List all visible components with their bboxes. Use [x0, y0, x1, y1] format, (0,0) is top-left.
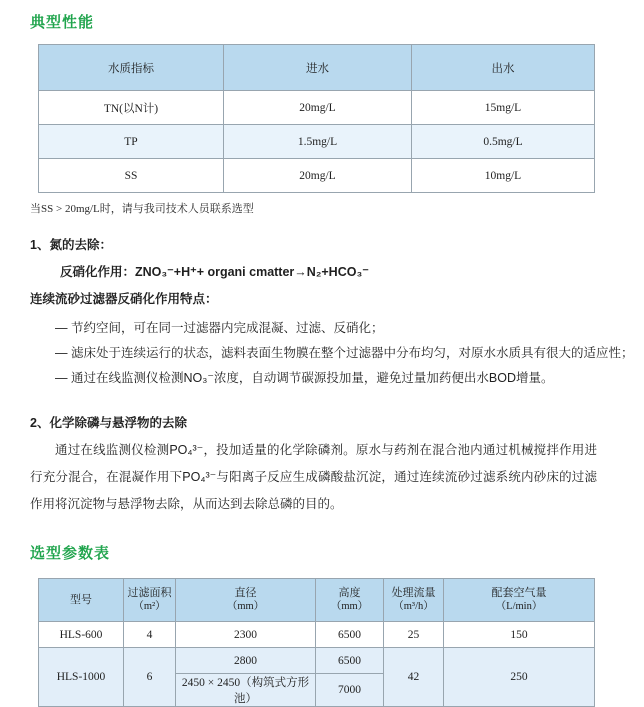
feature-bullet: — 滤床处于连续运行的状态，滤料表面生物膜在整个过滤器中分布均匀，对原水水质具有很大的适应性；: [55, 346, 634, 360]
table-row-hls1000-variant1: [39, 648, 595, 674]
table2-header-diameter: [176, 579, 316, 622]
selection-note: 当SS > 20mg/L时，请与我司技术人员联系选型: [30, 203, 254, 215]
section-title-selection-parameters: 选型参数表: [30, 545, 111, 562]
table-row: [39, 125, 595, 159]
table-cell: 6: [124, 648, 176, 707]
header-label: 直径: [234, 587, 257, 599]
table-cell: HLS-600: [39, 622, 124, 648]
header-label: 过滤面积: [127, 587, 172, 599]
selection-parameter-table: [38, 578, 595, 707]
table-cell: 25: [384, 622, 444, 648]
table-cell: 4: [124, 622, 176, 648]
section-title-typical-performance: 典型性能: [30, 14, 95, 31]
table-cell: 2300: [176, 622, 316, 648]
header-unit: （mm）: [330, 601, 369, 612]
typical-performance-table: [38, 44, 595, 193]
feature-bullet: — 节约空间，可在同一过滤器内完成混凝、过滤、反硝化；: [55, 321, 384, 335]
denitrification-formula: 反硝化作用：ZNO₃⁻+H⁺+ organi cmatter→N₂+HCO₃⁻: [60, 265, 369, 279]
feature-bullet: — 通过在线监测仪检测NO₃⁻浓度，自动调节碳源投加量，避免过量加药便出水BOD增量。: [55, 371, 554, 385]
table-cell: 6500: [316, 622, 384, 648]
table2-header-flow: [384, 579, 444, 622]
header-unit: （m²）: [133, 601, 166, 612]
item2-title: 2、化学除磷与悬浮物的去除: [30, 416, 187, 430]
table1-header-influent: 进水: [224, 45, 412, 91]
table-cell: 6500: [316, 648, 384, 674]
header-unit: （m³/h）: [393, 601, 434, 612]
header-label: 型号: [70, 594, 92, 606]
table2-header-air: [444, 579, 595, 622]
table-row: [39, 159, 595, 193]
table-cell: SS: [39, 159, 224, 193]
table1-header-row: [39, 45, 595, 91]
table2-header-row: [39, 579, 595, 622]
header-unit: （mm）: [226, 601, 265, 612]
table2-header-filter-area: [124, 579, 176, 622]
table-row-hls600: [39, 622, 595, 648]
table-cell: 20mg/L: [224, 91, 412, 125]
feature-bullet-list: [30, 320, 634, 386]
header-label: 配套空气量: [491, 587, 547, 599]
item1-title: 1、氮的去除：: [30, 238, 112, 252]
header-label: 高度: [338, 587, 361, 599]
item2-paragraph: 通过在线监测仪检测PO₄³⁻，投加适量的化学除磷剂。原水与药剂在混合池内通过机械搅拌作用进行充分混合，在混凝作用下PO₄³⁻与阳离子反应生成磷酸盐沉淀，通过连续流砂过滤系统内砂床的过滤作用将沉淀物与悬浮物去除，从而达到去除总磷的目的。: [30, 443, 597, 511]
table-cell: 250: [444, 648, 595, 707]
header-label: 处理流量: [391, 587, 436, 599]
table1-header-effluent: 出水: [412, 45, 595, 91]
table2-header-model: [39, 579, 124, 622]
table-row: [39, 91, 595, 125]
table-cell: 2450 × 2450（构筑式方形池）: [176, 674, 316, 707]
table-cell: 0.5mg/L: [412, 125, 595, 159]
table-cell: 10mg/L: [412, 159, 595, 193]
table-cell: TP: [39, 125, 224, 159]
feature-title: 连续流砂过滤器反硝化作用特点：: [30, 292, 218, 306]
table-cell: 2800: [176, 648, 316, 674]
table-cell: TN(以N计): [39, 91, 224, 125]
table-cell: 7000: [316, 674, 384, 707]
table1-header-indicator: 水质指标: [39, 45, 224, 91]
table-cell: HLS-1000: [39, 648, 124, 707]
table-cell: 15mg/L: [412, 91, 595, 125]
table-cell: 150: [444, 622, 595, 648]
header-unit: （L/min）: [495, 601, 543, 612]
table2-header-height: [316, 579, 384, 622]
table-cell: 1.5mg/L: [224, 125, 412, 159]
table-cell: 20mg/L: [224, 159, 412, 193]
table-cell: 42: [384, 648, 444, 707]
